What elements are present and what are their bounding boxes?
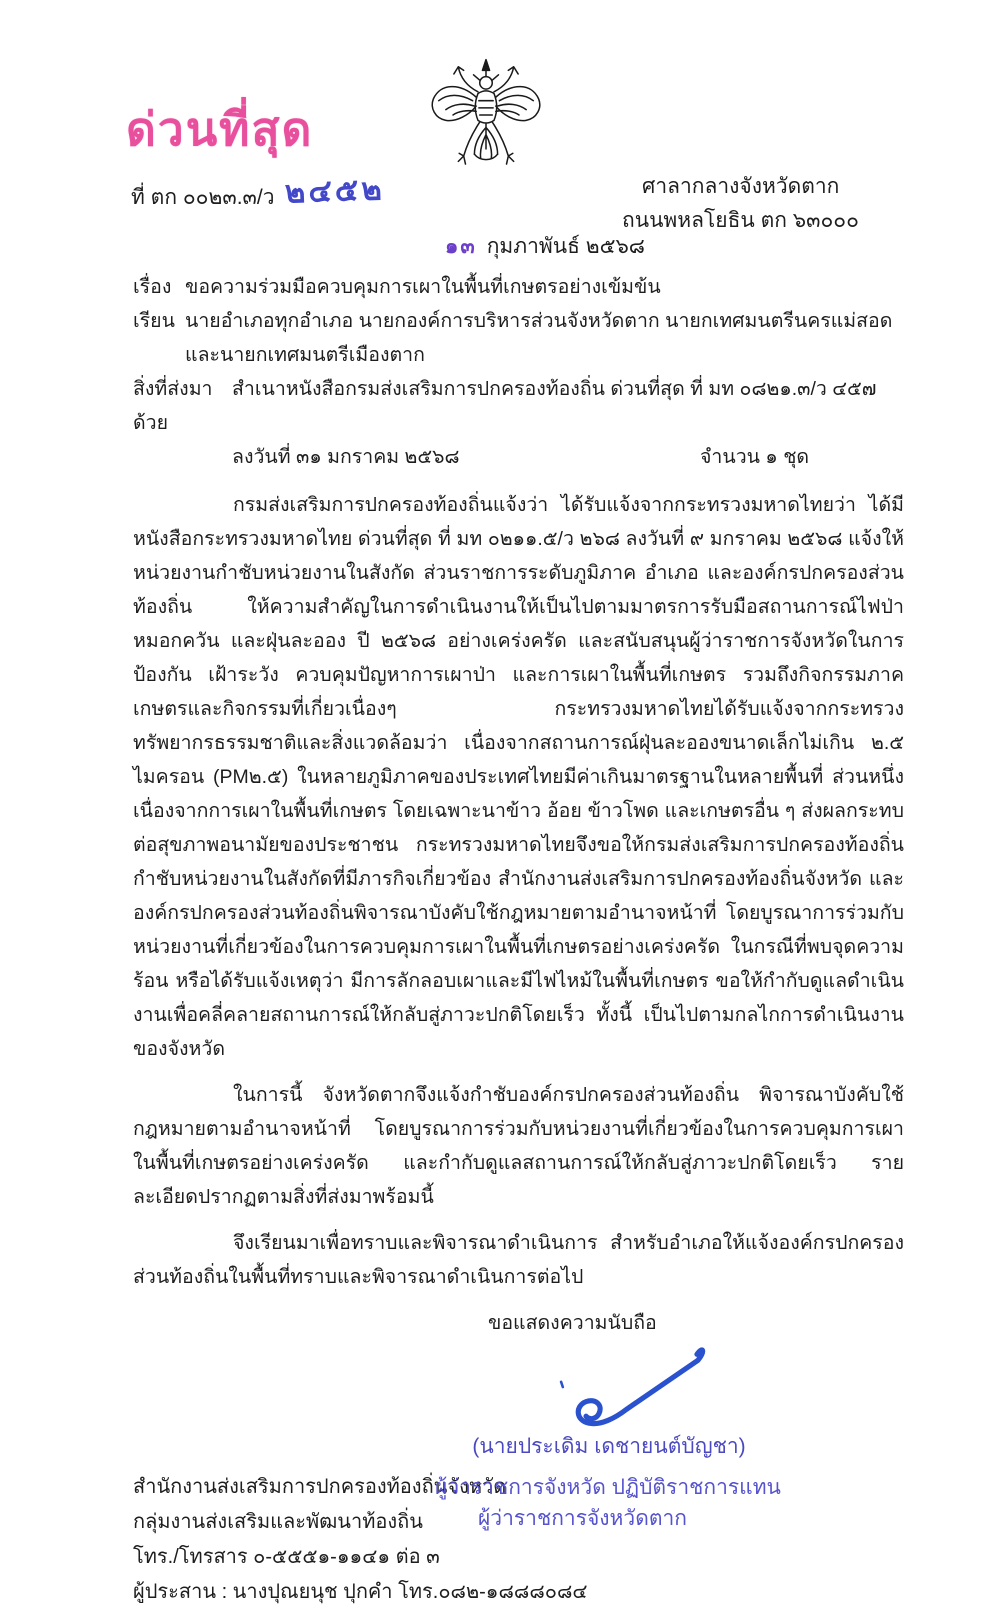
date-month-year: กุมภาพันธ์ ๒๕๖๘	[486, 235, 645, 258]
letter-date	[445, 230, 645, 263]
sender-office: ศาลากลางจังหวัดตาก	[642, 175, 840, 198]
date-day-stamp: ๑๓	[445, 235, 477, 258]
signature-stroke	[518, 1344, 728, 1430]
attachment-text: สำเนาหนังสือกรมส่งเสริมการปกครองท้องถิ่น ด่วนที่สุด ที่ มท ๐๘๒๑.๓/ว ๔๕๗	[232, 378, 877, 400]
signer-name: (นายประเดิม เดชายนต์บัญชา)	[472, 1435, 746, 1458]
garuda-emblem	[428, 56, 544, 195]
footer-coordinator: ผู้ประสาน : นางปุณยนุช ปุกคำ โทร.๐๘๒-๑๘๘๘๐๘๔	[133, 1581, 588, 1603]
attachment-label: สิ่งที่ส่งมาด้วย	[133, 378, 213, 434]
footer-office: สำนักงานส่งเสริมการปกครองท้องถิ่นจังหวัด	[133, 1476, 507, 1498]
footer-division: กลุ่มงานส่งเสริมและพัฒนาท้องถิ่น	[133, 1511, 423, 1533]
recipient-label: เรียน	[133, 310, 175, 332]
letter-body	[0, 270, 999, 1610]
handwritten-number: ๒๔๕๒	[283, 171, 385, 210]
footer-phone: โทร./โทรสาร ๐-๕๕๕๑-๑๑๔๑ ต่อ ๓	[133, 1546, 440, 1568]
signature	[518, 1344, 904, 1430]
sender-address	[622, 170, 859, 238]
closing-salutation: ขอแสดงความนับถือ	[488, 1312, 657, 1334]
attachment-line-2	[133, 440, 904, 474]
subject-text: ขอความร่วมมือควบคุมการเผาในพื้นที่เกษตรอย่างเข้มข้น	[185, 276, 661, 298]
paragraph-3: จึงเรียนมาเพื่อทราบและพิจารณาดำเนินการ สำหรับอำเภอให้แจ้งองค์กรปกครองส่วนท้องถิ่นในพื้นที่ทราบและพิจารณาดำเนินการต่อไป	[133, 1232, 904, 1288]
subject-label: เรื่อง	[133, 276, 172, 298]
recipient-text: นายอำเภอทุกอำเภอ นายกองค์การบริหารส่วนจังหวัดตาก นายกเทศมนตรีนครแม่สอด	[185, 310, 893, 332]
paragraph-2: ในการนี้ จังหวัดตากจึงแจ้งกำชับองค์กรปกครองส่วนท้องถิ่น พิจารณาบังคับใช้กฎหมายตามอำนาจหน้าที่ โดยบูรณาการร่วมกับหน่วยงานที่เกี่ยวข้องในการควบคุมการเผาในพื้นที่เกษตรอย่างเคร่งครัด และกำกับดูแลสถานการณ์ให้กลับสู่ภาวะปกติโดยเร็ว รายละเอียดปรากฏตามสิ่งที่ส่งมาพร้อมนี้	[133, 1084, 904, 1208]
urgency-stamp: ด่วนที่สุด	[126, 103, 314, 155]
paragraphs	[133, 488, 904, 1294]
letter-header	[0, 0, 999, 270]
sender-street: ถนนพหลโยธิน ตก ๖๓๐๐๐	[622, 209, 859, 232]
document-number-label: ที่ ตก ๐๐๒๓.๓/ว	[131, 186, 275, 209]
recipient-line	[133, 304, 904, 338]
attachment-line	[133, 372, 904, 440]
recipient-line-2: และนายกเทศมนตรีเมืองตาก	[185, 344, 425, 366]
paragraph-1: กรมส่งเสริมการปกครองท้องถิ่นแจ้งว่า ได้รับแจ้งจากกระทรวงมหาดไทยว่า ได้มีหนังสือกระทรวงมหาดไทย ด่วนที่สุด ที่ มท ๐๒๑๑.๕/ว ๒๖๘ ลงวันที่ ๙ มกราคม ๒๕๖๘ แจ้งให้หน่วยงานกำชับหน่วยงานในสังกัด ส่วนราชการระดับภูมิภาค อำเภอ และองค์กรปกครองส่วนท้องถิ่น ให้ความสำคัญในการดำเนินงานให้เป็นไปตามมาตรการรับมือสถานการณ์ไฟป่า หมอกควัน และฝุ่นละออง ปี ๒๕๖๘ อย่างเคร่งครัด และสนับสนุนผู้ว่าราชการจังหวัดในการป้องกัน เฝ้าระวัง ควบคุมปัญหาการเผาป่า และการเผาในพื้นที่เกษตร รวมถึงกิจกรรมภาคเกษตรและกิจกรรมที่เกี่ยวเนื่องๆ กระทรวงมหาดไทยได้รับแจ้งจากกระทรวงทรัพยากรธรรมชาติและสิ่งแวดล้อมว่า เนื่องจากสถานการณ์ฝุ่นละอองขนาดเล็กไม่เกิน ๒.๕ ไมครอน (PM๒.๕) ในหลายภูมิภาคของประเทศไทยมีค่าเกินมาตรฐานในหลายพื้นที่ ส่วนหนึ่งเนื่องจากการเผาในพื้นที่เกษตร โดยเฉพาะนาข้าว อ้อย ข้าวโพด และเกษตรอื่น ๆ ส่งผลกระทบต่อสุขภาพอนามัยของประชาชน กระทรวงมหาดไทยจึงขอให้กรมส่งเสริมการปกครองท้องถิ่นกำชับหน่วยงานในสังกัดที่มีภารกิจเกี่ยวข้อง สำนักงานส่งเสริมการปกครองท้องถิ่นจังหวัด และองค์กรปกครองส่วนท้องถิ่นพิจารณาบังคับใช้กฎหมายตามอำนาจหน้าที่ โดยบูรณาการร่วมกับหน่วยงานที่เกี่ยวข้องในการควบคุมการเผาในพื้นที่เกษตรอย่างเคร่งครัด ในกรณีที่พบจุดความร้อน หรือได้รับแจ้งเหตุว่า มีการลักลอบเผาและมีไฟไหม้ในพื้นที่เกษตร ขอให้กำกับดูแลดำเนินงานเพื่อคลี่คลายสถานการณ์ให้กลับสู่ภาวะปกติโดยเร็ว ทั้งนี้ เป็นไปตามกลไกการดำเนินงานของจังหวัด	[133, 494, 904, 1060]
document-number	[131, 168, 384, 218]
subject-line	[133, 270, 904, 304]
signer-title-stamp-2: ผู้ว่าราชการจังหวัดตาก	[478, 1507, 687, 1530]
letter-footer	[133, 1470, 904, 1610]
signer-title-stamp-1: ผู้ว่าราชการจังหวัด ปฏิบัติราชการแทน	[435, 1476, 781, 1499]
attachment-count: จำนวน ๑ ชุด	[700, 446, 810, 468]
attachment-date: ลงวันที่ ๓๑ มกราคม ๒๕๖๘	[232, 446, 460, 468]
